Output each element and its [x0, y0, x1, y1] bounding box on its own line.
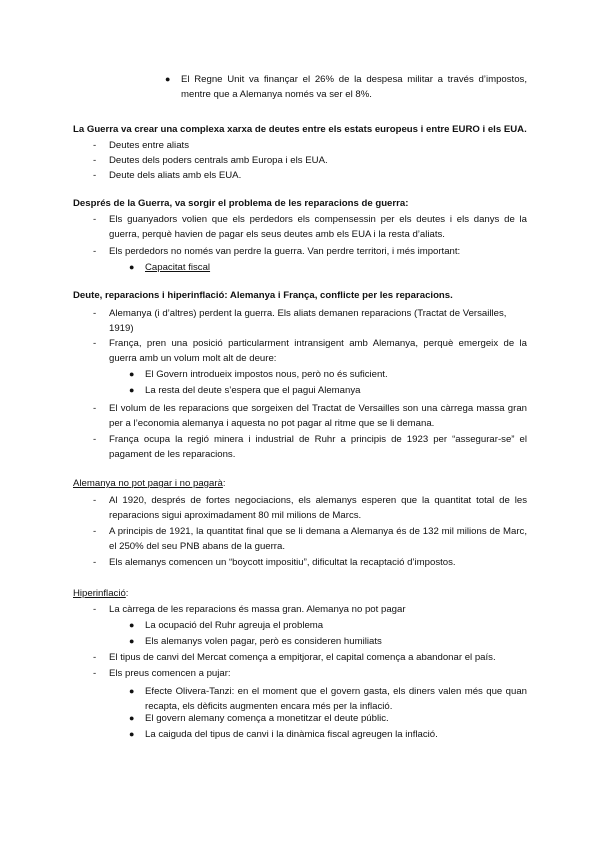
sub-list-item: Efecte Olivera-Tanzi: en el moment que el govern gasta, els diners valen més que quan recapta, els dèficits augmenten encara més per la inflació. — [145, 686, 527, 712]
heading-colon: : — [125, 588, 129, 599]
bullet-dot: ● — [129, 369, 135, 379]
dash-marker: - — [93, 526, 97, 537]
sub-list-item: Els alemanys volen pagar, però es consideren humiliats — [145, 636, 382, 647]
list-item: Els perdedors no només van perdre la guerra. Van perdre territori, i més important: — [109, 246, 461, 257]
sub-list-item: La ocupació del Ruhr agreuja el problema — [145, 620, 324, 631]
list-item: Deutes entre aliats — [109, 140, 189, 151]
list-item: El volum de les reparacions que sorgeixen del Tractat de Versailles son una càrrega massa gran per a l’economia alemanya i aquesta no pot pagar al ritme que se li demana. — [109, 403, 527, 429]
dash-marker: - — [93, 604, 97, 615]
list-item: França, pren una posició particularment intransigent amb Alemanya, perquè emergeix de la guerra amb un volum molt alt de deure: — [109, 338, 527, 364]
sub-list-item: El govern alemany comença a monetitzar el deute públic. — [145, 713, 389, 724]
list-item: Al 1920, després de fortes negociacions, els alemanys esperen que la quantitat total de les reparacions sigui aproximadament 80 mil milions de Marcs. — [109, 495, 527, 521]
dash-marker: - — [93, 140, 97, 151]
sub-list-item: La resta del deute s’espera que el pagui Alemanya — [145, 385, 361, 396]
bullet-dot: ● — [129, 729, 135, 739]
section-heading-reparations: Després de la Guerra, va sorgir el problema de les reparacions de guerra: — [73, 198, 409, 209]
section-heading-germany-cannot-pay — [73, 478, 226, 489]
bullet-dot: ● — [129, 620, 135, 630]
dash-marker: - — [93, 652, 97, 663]
list-item: Els guanyadors volien que els perdedors els compensessin per els deutes i els danys de la guerra, perquè havien de pagar els seus deutes amb els EUA i la resta d’aliats. — [109, 214, 527, 240]
heading-colon: : — [222, 478, 226, 489]
section-heading-debt-hyperinflation: Deute, reparacions i hiperinflació: Alemanya i França, conflicte per les reparacions. — [73, 290, 453, 301]
dash-marker: - — [93, 155, 97, 166]
dash-marker: - — [93, 403, 97, 414]
list-item: Els preus comencen a pujar: — [109, 668, 231, 679]
sub-list-item: El Govern introdueix impostos nous, però no és suficient. — [145, 369, 388, 380]
list-item: El tipus de canvi del Mercat comença a empitjorar, el capital comença a abandonar el país. — [109, 652, 496, 663]
heading-underlined-text: Hiperinflació — [73, 588, 126, 599]
section-heading-debts: La Guerra va crear una complexa xarxa de deutes entre els estats europeus i entre EURO i els EUA. — [73, 124, 527, 135]
heading-underlined-text: Alemanya no pot pagar i no pagarà — [73, 478, 223, 489]
dash-marker: - — [93, 214, 97, 225]
dash-marker: - — [93, 308, 97, 319]
list-item: Els alemanys comencen un “boycott impositiu”, dificultat la recaptació d’impostos. — [109, 557, 456, 568]
list-item: La càrrega de les reparacions és massa gran. Alemanya no pot pagar — [109, 604, 406, 615]
bullet-dot: ● — [129, 713, 135, 723]
dash-marker: - — [93, 557, 97, 568]
list-item: Deute dels aliats amb els EUA. — [109, 170, 242, 181]
dash-marker: - — [93, 246, 97, 257]
sub-list-item: Capacitat fiscal — [145, 262, 211, 273]
list-item: Alemanya (i d’altres) perdent la guerra. Els aliats demanen reparacions (Tractat de Versailles, 1919) — [109, 308, 507, 334]
intro-bullet-text: El Regne Unit va finançar el 26% de la despesa militar a través d’impostos, mentre que a Alemanya només va ser el 8%. — [181, 74, 527, 100]
dash-marker: - — [93, 170, 97, 181]
list-item: A principis de 1921, la quantitat final que se li demana a Alemanya és de 132 mil milions de Marc, el 250% del seu PNB abans de la guerra. — [109, 526, 527, 552]
bullet-dot: ● — [129, 636, 135, 646]
dash-marker: - — [93, 338, 97, 349]
dash-marker: - — [93, 495, 97, 506]
bullet-dot: ● — [129, 262, 135, 272]
section-heading-hyperinflation — [73, 588, 128, 599]
dash-marker: - — [93, 434, 97, 445]
dash-marker: - — [93, 668, 97, 679]
list-item: Deutes dels poders centrals amb Europa i els EUA. — [109, 155, 328, 166]
bullet-dot: ● — [165, 74, 171, 84]
sub-list-item: La caiguda del tipus de canvi i la dinàmica fiscal agreugen la inflació. — [145, 729, 438, 740]
bullet-dot: ● — [129, 686, 135, 696]
bullet-dot: ● — [129, 385, 135, 395]
list-item: França ocupa la regió minera i industrial de Ruhr a principis de 1923 per “assegurar-se” el pagament de les reparacions. — [109, 434, 527, 460]
